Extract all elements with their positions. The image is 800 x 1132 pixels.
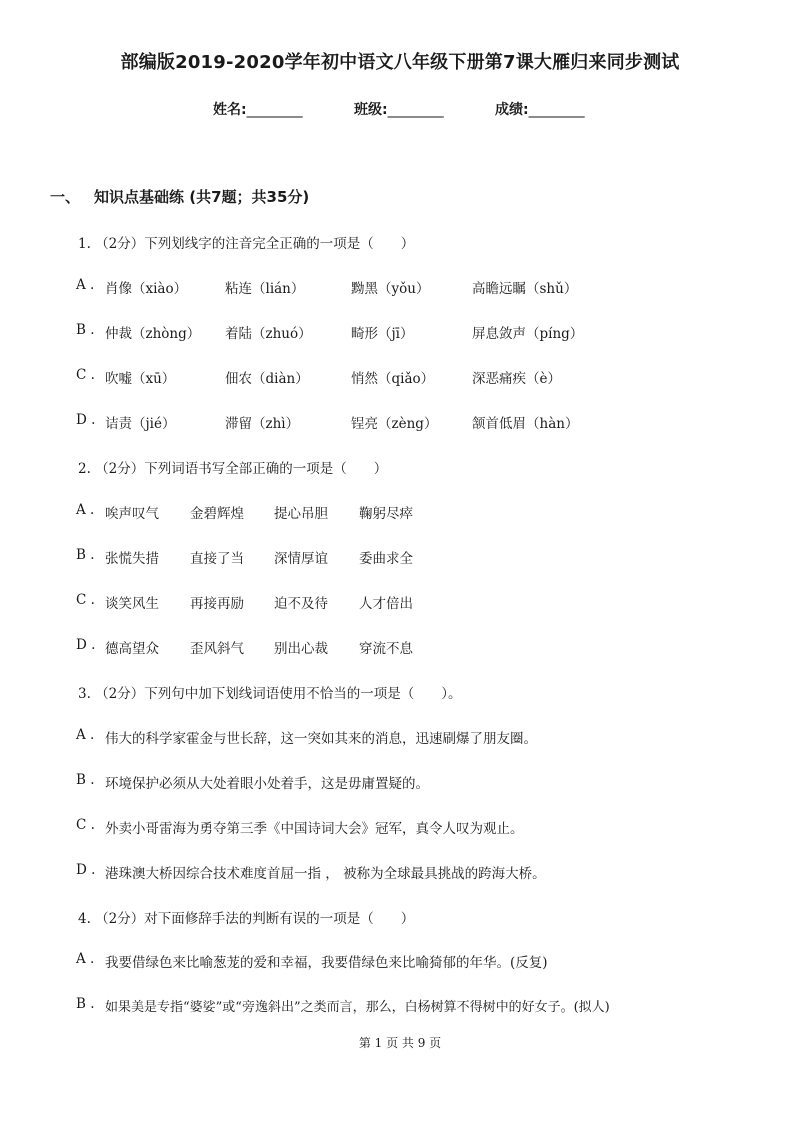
- section-heading: [50, 186, 309, 207]
- option-item: 佃农（diàn）: [225, 371, 309, 387]
- option-item: 诘责（jié）: [105, 416, 176, 432]
- option-item: 再接再励: [190, 596, 244, 612]
- option-label: B .: [76, 322, 95, 338]
- option-item: 悄然（qiǎo）: [351, 371, 435, 387]
- option-label: B .: [76, 996, 95, 1012]
- option-label: D .: [76, 412, 96, 428]
- option-item: 谈笑风生: [105, 596, 159, 612]
- option-item: 着陆（zhuó）: [225, 326, 312, 342]
- option-item: 鞠躬尽瘁: [359, 506, 413, 522]
- score-blank: ________: [528, 102, 585, 118]
- option-label: A .: [76, 951, 95, 967]
- option-label: A .: [76, 502, 95, 518]
- option-item: 金碧辉煌: [190, 506, 244, 522]
- question-4-stem: 4. （2分）对下面修辞手法的判断有误的一项是（ ）: [78, 911, 415, 927]
- option-item: 深情厚谊: [274, 551, 328, 567]
- option-item: 唉声叹气: [105, 506, 159, 522]
- option-item: 锃亮（zèng）: [351, 416, 438, 432]
- option-label: D .: [76, 862, 96, 878]
- option-item: 畸形（jī）: [351, 326, 414, 342]
- option-item: 德高望众: [105, 641, 159, 657]
- class-blank: ________: [387, 102, 444, 118]
- class-label: 班级:: [354, 102, 388, 118]
- option-item: 颔首低眉（hàn）: [472, 416, 579, 432]
- question-1-stem: 1. （2分）下列划线字的注音完全正确的一项是（ ）: [78, 236, 415, 252]
- option-text: 外卖小哥雷海为勇夺第三季《中国诗词大会》冠军，真令人叹为观止。: [105, 821, 524, 837]
- option-item: 人才倍出: [359, 596, 413, 612]
- option-item: 直接了当: [190, 551, 244, 567]
- option-text: 我要借绿色来比喻葱茏的爱和幸福，我要借绿色来比喻猗郁的年华。(反复): [105, 955, 548, 971]
- page-footer: 第 1 页 共 9 页: [358, 1036, 442, 1050]
- score-field: [495, 99, 585, 119]
- option-label: C .: [76, 367, 95, 383]
- option-label: B .: [76, 772, 95, 788]
- option-text: 港珠澳大桥因综合技术难度首屈一指 ， 被称为全球最具挑战的跨海大桥。: [105, 866, 546, 882]
- option-item: 提心吊胆: [274, 506, 328, 522]
- option-item: 屏息敛声（píng）: [472, 326, 584, 342]
- score-label: 成绩:: [495, 102, 529, 118]
- option-label: A .: [76, 277, 95, 293]
- section-number: 一、: [50, 188, 81, 206]
- section-title: 知识点基础练 (共7题；共35分): [94, 188, 310, 206]
- option-label: C .: [76, 592, 95, 608]
- option-label: D .: [76, 637, 96, 653]
- name-label: 姓名:: [213, 102, 247, 118]
- option-label: C .: [76, 817, 95, 833]
- option-item: 委曲求全: [359, 551, 413, 567]
- option-item: 迫不及待: [274, 596, 328, 612]
- option-item: 仲裁（zhòng）: [105, 326, 201, 342]
- option-item: 高瞻远瞩（shǔ）: [472, 281, 578, 297]
- option-label: A .: [76, 727, 95, 743]
- option-label: B .: [76, 547, 95, 563]
- option-item: 滞留（zhì）: [225, 416, 300, 432]
- question-2-stem: 2. （2分）下列词语书写全部正确的一项是（ ）: [78, 461, 388, 477]
- name-field: [213, 99, 303, 119]
- page-title: 部编版2019-2020学年初中语文八年级下册第7课大雁归来同步测试: [120, 52, 680, 73]
- option-text: 环境保护必须从大处着眼小处着手，这是毋庸置疑的。: [105, 776, 429, 792]
- option-text: 伟大的科学家霍金与世长辞，这一突如其来的消息，迅速刷爆了朋友圈。: [105, 731, 537, 747]
- option-item: 别出心裁: [274, 641, 328, 657]
- name-blank: ________: [246, 102, 303, 118]
- option-item: 黝黑（yǒu）: [351, 281, 430, 297]
- option-item: 深恶痛疾（è）: [472, 371, 561, 387]
- option-item: 粘连（lián）: [225, 281, 305, 297]
- option-item: 肖像（xiào）: [105, 281, 188, 297]
- option-item: 穿流不息: [359, 641, 413, 657]
- option-text: 如果美是专指“婆娑”或“旁逸斜出”之类而言，那么，白杨树算不得树中的好女子。(拟人): [105, 1000, 610, 1015]
- class-field: [354, 99, 444, 119]
- option-item: 张慌失措: [105, 551, 159, 567]
- question-3-stem: 3. （2分）下列句中加下划线词语使用不恰当的一项是（ ）。: [78, 686, 462, 702]
- option-item: 吹嘘（xū）: [105, 371, 176, 387]
- option-item: 歪风斜气: [190, 641, 244, 657]
